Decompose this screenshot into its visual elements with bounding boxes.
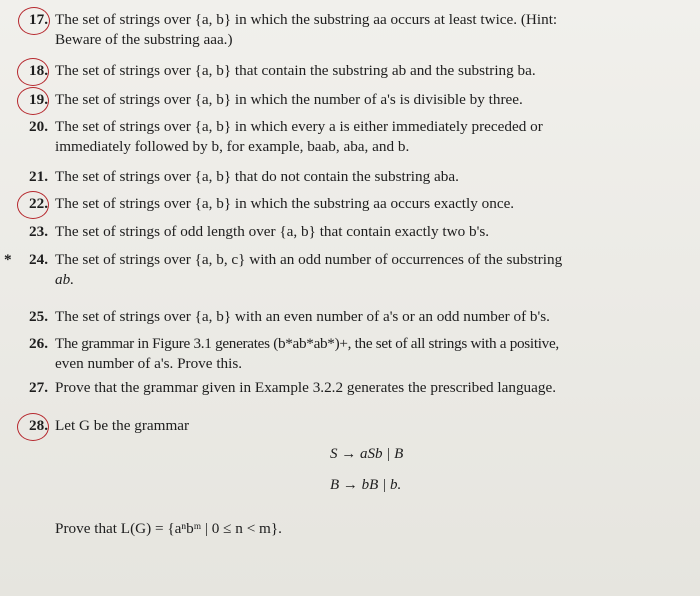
problem-21: [22, 167, 690, 187]
problem-28: [22, 416, 690, 436]
problem-number: 20.: [29, 118, 48, 135]
red-circle-annotation-17: [18, 7, 50, 35]
problem-text: The set of strings over {a, b} with an even number of a's or an odd number of b's.: [55, 308, 550, 325]
problem-text: Let G be the grammar: [55, 417, 190, 434]
problem-number: 18.: [29, 62, 48, 79]
problem-number: 22.: [29, 195, 48, 212]
grammar-rule-s: S → aSb | B: [330, 446, 404, 462]
problem-20: [22, 117, 690, 157]
problem-number: 23.: [29, 223, 48, 240]
red-circle-annotation-19: [17, 87, 49, 115]
problem-22: [22, 194, 690, 214]
red-circle-annotation-28: [17, 413, 49, 441]
problem-text: The grammar in Figure 3.1 generates (b*ab*ab*)+, the set of all strings with a positive,: [55, 335, 559, 352]
problem-text: The set of strings over {a, b} in which the substring aa occurs at least twice. (Hint:: [55, 11, 558, 28]
problem-text: The set of strings over {a, b} in which the substring aa occurs exactly once.: [55, 195, 515, 212]
problem-28-conclusion: [55, 519, 555, 539]
problem-23: [22, 222, 690, 242]
problem-number: 17.: [29, 11, 48, 28]
problem-17: [22, 10, 690, 50]
problem-26: [22, 334, 690, 374]
problem-text: The set of strings of odd length over {a, b} that contain exactly two b's.: [55, 223, 490, 240]
problem-text: The set of strings over {a, b} in which every a is either immediately preceded or: [55, 118, 543, 135]
problem-text-continued: immediately followed by b, for example, baab, aba, and b.: [55, 138, 410, 155]
problem-19: [22, 90, 690, 110]
grammar-rule-b: B → bB | b.: [330, 477, 402, 493]
conclusion-text: Prove that L(G) = {aⁿbᵐ | 0 ≤ n < m}.: [55, 520, 282, 537]
problem-24: [4, 250, 690, 290]
problem-text-continued: even number of a's. Prove this.: [55, 355, 243, 372]
problem-number: 27.: [29, 379, 48, 396]
problem-text: Prove that the grammar given in Example 3.2.2 generates the prescribed language.: [55, 379, 557, 396]
red-circle-annotation-18: [17, 58, 49, 86]
red-circle-annotation-22: [17, 191, 49, 219]
problem-text-continued: ab.: [55, 271, 74, 288]
problem-text: The set of strings over {a, b} that do not contain the substring aba.: [55, 168, 459, 185]
problem-18: [22, 61, 690, 81]
problem-number: 28.: [29, 417, 48, 434]
problem-text: The set of strings over {a, b} in which the number of a's is divisible by three.: [55, 91, 523, 108]
problem-27: [22, 378, 690, 398]
problem-number: 19.: [29, 91, 48, 108]
problem-text-continued: Beware of the substring aaa.): [55, 31, 233, 48]
problem-number: 25.: [29, 308, 48, 325]
problem-text: The set of strings over {a, b} that contain the substring ab and the substring ba.: [55, 62, 536, 79]
starred-marker: *: [4, 251, 12, 268]
problem-number: 26.: [29, 335, 48, 352]
problem-25: [22, 307, 690, 327]
problem-number: 24.: [29, 251, 48, 268]
problem-number: 21.: [29, 168, 48, 185]
problem-text: The set of strings over {a, b, c} with an odd number of occurrences of the substring: [55, 251, 563, 268]
